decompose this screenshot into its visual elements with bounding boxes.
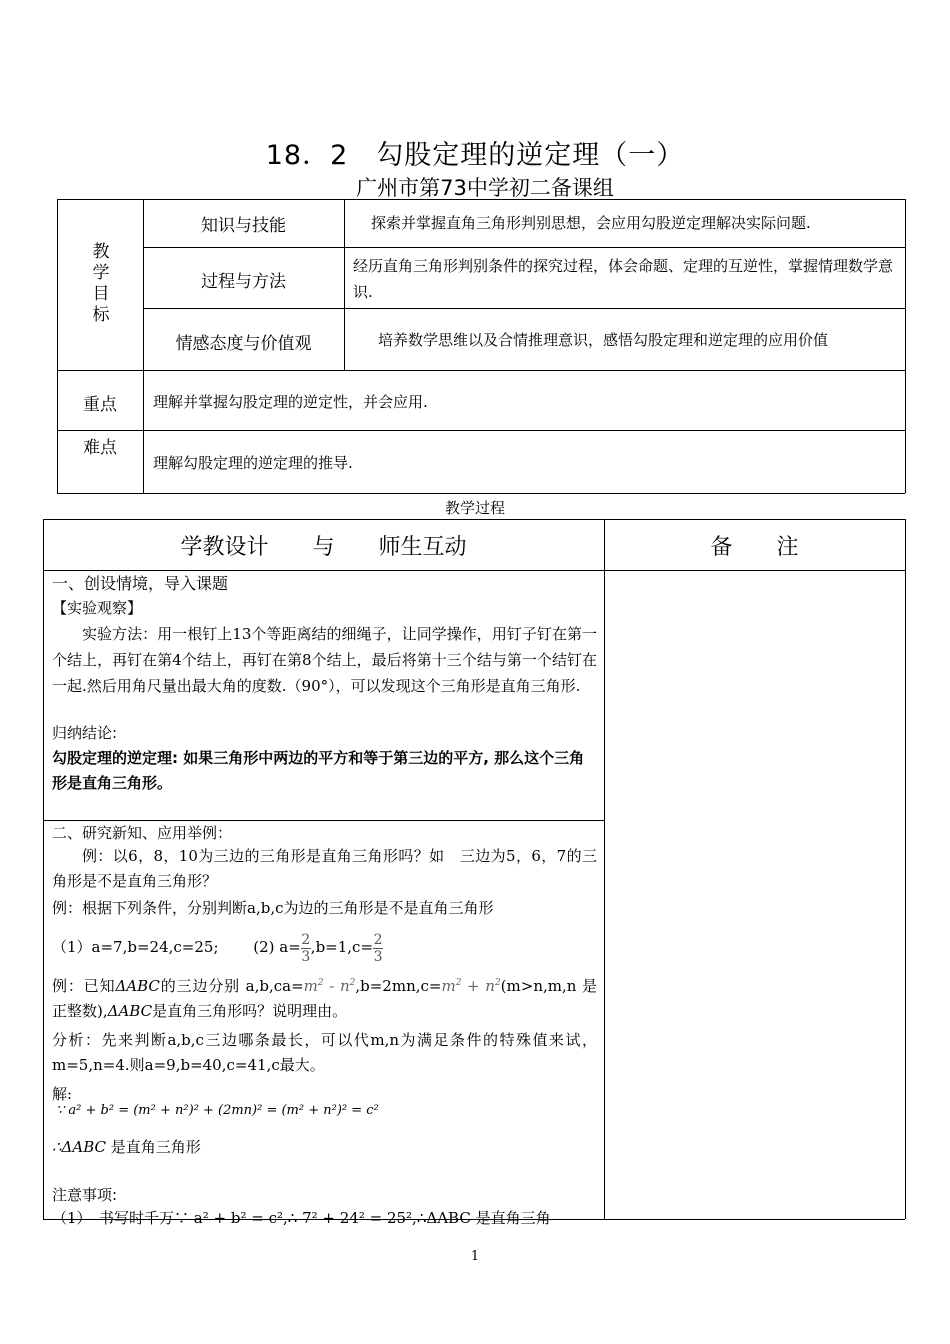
fraction-c: $\frac{2}{3}$	[373, 931, 383, 965]
conclusion-label: 归纳结论:	[52, 724, 118, 742]
page-number: 1	[470, 1249, 480, 1264]
process-left-header: 学教设计 与 师生互动	[180, 535, 467, 560]
triangle-abc: ΔABC	[115, 977, 160, 995]
difficulty-label: 难点	[83, 438, 117, 458]
section-1-heading: 一、创设情境，导入课题	[52, 574, 229, 593]
difficulty-text: 理解勾股定理的逆定理的推导.	[153, 454, 353, 472]
objective-text-attitude: 培养数学思维以及合情推理意识，感悟勾股定理和逆定理的应用价值	[378, 331, 829, 349]
experiment-paragraph: 实验方法：用一根钉上13个等距离结的细绳子，让同学操作，用钉子钉在第一个结上，再钉在第4个结上，再钉在第8个结上，最后将第十三个结与第一个结钉在一起.然后用角尺量出最大角的度数.（90°），可以发现这个三角形是直角三角形.	[52, 625, 597, 695]
example-2-conditions	[52, 925, 597, 969]
section-2	[52, 822, 597, 1231]
note-1: （1） 书写时千万∵ a² + b² = c²,∴ 7² + 24² = 25²,∴ΔABC 是直角三角	[52, 1209, 551, 1227]
section-2-heading: 二、研究新知、应用举例：	[52, 824, 233, 842]
example-1: 例：以6，8，10为三边的三角形是直角三角形吗？如 三边为5，6，7的三角形是不是直角三角形？	[52, 847, 597, 890]
fraction-a: $\frac{2}{3}$	[301, 931, 311, 965]
solution-equation: ∵ a² + b² = (m² + n²)² + (2mn)² = (m² + n²)² = c²	[56, 1103, 379, 1118]
example-2: 例：根据下列条件，分别判断a,b,c为边的三角形是不是直角三角形	[52, 899, 494, 917]
notes-label: 注意事项:	[52, 1186, 118, 1204]
page-title: 18．2 勾股定理的逆定理（一）	[265, 140, 685, 171]
objectives-label: 教学目标	[92, 242, 110, 325]
experiment-tag: 【实验观察】	[52, 599, 143, 617]
example-2-part2: ,b=1,c=	[310, 938, 374, 956]
solution-label: 解:	[52, 1085, 73, 1103]
key-point-text: 理解并掌握勾股定理的逆定性，并会应用.	[153, 393, 428, 411]
objective-name-process: 过程与方法	[201, 272, 286, 292]
section-1	[52, 572, 597, 796]
example-2-part1: （1）a=7,b=24,c=25; (2) a=	[52, 938, 301, 956]
theorem-text: 勾股定理的逆定理: 如果三角形中两边的平方和等于第三边的平方, 那么这个三角形是直角三角形。	[52, 749, 585, 792]
objective-name-knowledge: 知识与技能	[201, 216, 286, 236]
objective-text-knowledge: 探索并掌握直角三角形判别思想，会应用勾股逆定理解决实际问题.	[371, 214, 811, 232]
page-subtitle: 广州市第73中学初二备课组	[356, 176, 614, 200]
example-3: 例：已知ΔABC的三边分别 $a,b,ca=m^2 - n^2,b=2mn,c=m^2 + n^2(m>n,m,n$ 是正整数),ΔABC是直角三角形吗？说明理由。	[52, 977, 598, 1020]
key-point-label: 重点	[83, 395, 117, 415]
objective-name-attitude: 情感态度与价值观	[175, 334, 312, 354]
process-caption: 教学过程	[444, 499, 505, 517]
therefore-line: ∴ΔABC 是直角三角形	[52, 1138, 201, 1156]
objective-text-process: 经历直角三角形判别条件的探究过程，体会命题、定理的互逆性，掌握情理数学意识.	[353, 257, 894, 301]
analysis-text: 分析：先来判断a,b,c三边哪条最长，可以代m,n为满足条件的特殊值来试，m=5,n=4.则a=9,b=40,c=41,c最大。	[52, 1031, 597, 1074]
process-right-header: 备 注	[710, 535, 799, 560]
